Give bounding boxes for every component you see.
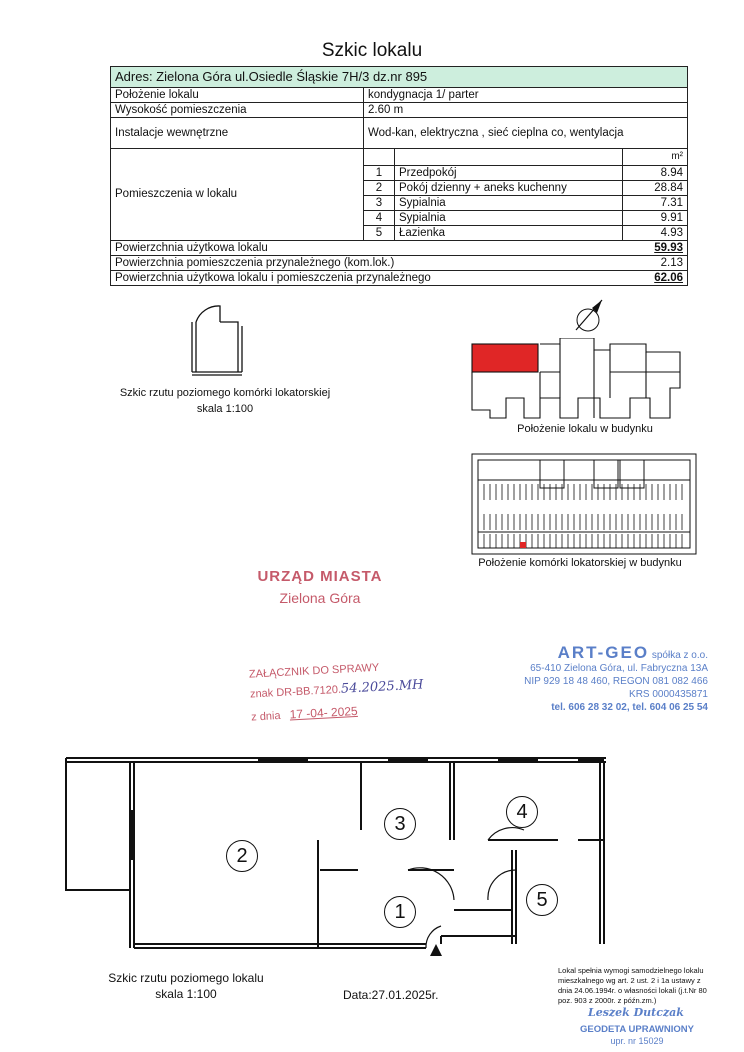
company-name: ART-GEO [557, 643, 650, 662]
storage-sketch-scale: skala 1:100 [196, 403, 254, 415]
company-stamp [478, 643, 708, 714]
aux-area-value: 2.13 [660, 256, 683, 269]
attachment-date: 17 -04- 2025 [289, 703, 359, 722]
table-row: 3 Sypialnia 7.31 [364, 195, 687, 210]
building-location-caption: Położenie lokalu w budynku [517, 423, 653, 435]
city-stamp-line1: URZĄD MIASTA [257, 568, 383, 585]
height-label: Wysokość pomieszczenia [111, 103, 364, 118]
usable-area-value: 59.93 [654, 241, 683, 254]
signature: Leszek Dutczak [588, 1006, 684, 1019]
company-tel: tel. 606 28 32 02, tel. 604 06 25 54 [551, 702, 708, 713]
plan-date: Data:27.01.2025r. [343, 988, 439, 1002]
address: Adres: Zielona Góra ul.Osiedle Śląskie 7H/3 dz.nr 895 [111, 67, 688, 88]
height-value: 2.60 m [364, 103, 688, 118]
certification-text: Lokal spełnia wymogi samodzielnego lokalu mieszkalnego wg art. 2 ust. 2 i 1a ustawy z dnia 24.06.1994r. o własności lokali (j.t.Nr 80 poz. 903 z 2000r. z późn.zm.) [558, 966, 707, 1005]
location-label: Położenie lokalu [111, 88, 364, 103]
room-number-4: 4 [506, 796, 538, 828]
attachment-line1: ZAŁĄCZNIK DO SPRAWY [248, 661, 380, 681]
company-krs: KRS 0000435871 [629, 689, 708, 700]
page-title: Szkic lokalu [321, 40, 423, 61]
company-suffix: spółka z o.o. [651, 650, 708, 661]
attachment-line2-prefix: znak DR-BB.7120. [249, 683, 342, 701]
storage-location-map [470, 452, 700, 556]
room-number-5: 5 [526, 884, 558, 916]
rooms-table [364, 149, 687, 240]
floor-plan-caption: Szkic rzutu poziomego lokalu [108, 971, 264, 985]
room-number-2: 2 [226, 840, 258, 872]
attachment-stamp [249, 659, 425, 723]
building-location-map [470, 338, 690, 422]
company-nip: NIP 929 18 48 460, REGON 081 082 466 [524, 676, 708, 687]
table-row: 5 Łazienka 4.93 [364, 225, 687, 240]
room-number-1: 1 [384, 896, 416, 928]
surveyor-title: GEODETA UPRAWNIONY [579, 1024, 694, 1035]
case-number-handwritten: 54.2025.MH [340, 677, 424, 697]
table-row: 4 Sypialnia 9.91 [364, 210, 687, 225]
floor-plan [58, 750, 618, 960]
apartment-highlight [472, 344, 538, 372]
surveyor-license: upr. nr 15029 [610, 1036, 664, 1046]
location-value: kondygnacja 1/ parter [364, 88, 688, 103]
room-number-3: 3 [384, 808, 416, 840]
storage-highlight [520, 542, 526, 548]
entrance-icon [430, 944, 442, 956]
installations-value: Wod-kan, elektryczna , sieć cieplna co, wentylacja [364, 118, 688, 149]
aux-area-label: Powierzchnia pomieszczenia przynależnego (kom.lok.) [115, 256, 395, 269]
north-arrow-icon [568, 296, 610, 338]
rooms-label: Pomieszczenia w lokalu [111, 149, 364, 241]
table-row: 2 Pokój dzienny + aneks kuchenny 28.84 [364, 180, 687, 195]
total-area-value: 62.06 [654, 271, 683, 284]
unit-label: m² [623, 149, 688, 165]
storage-sketch-caption: Szkic rzutu poziomego komórki lokatorskiej [119, 387, 331, 399]
info-table [110, 66, 688, 286]
city-stamp-line2: Zielona Góra [279, 590, 361, 606]
usable-area-label: Powierzchnia użytkowa lokalu [111, 240, 364, 255]
storage-sketch [180, 302, 260, 382]
installations-label: Instalacje wewnętrzne [111, 118, 364, 149]
total-area-label: Powierzchnia użytkowa lokalu i pomieszczenia przynależnego [115, 271, 431, 284]
storage-location-caption: Położenie komórki lokatorskiej w budynku [478, 557, 682, 569]
table-row: 1 Przedpokój 8.94 [364, 165, 687, 180]
company-address: 65-410 Zielona Góra, ul. Fabryczna 13A [530, 663, 708, 674]
attachment-line3-prefix: z dnia [250, 709, 281, 724]
floor-plan-scale: skala 1:100 [155, 987, 217, 1001]
